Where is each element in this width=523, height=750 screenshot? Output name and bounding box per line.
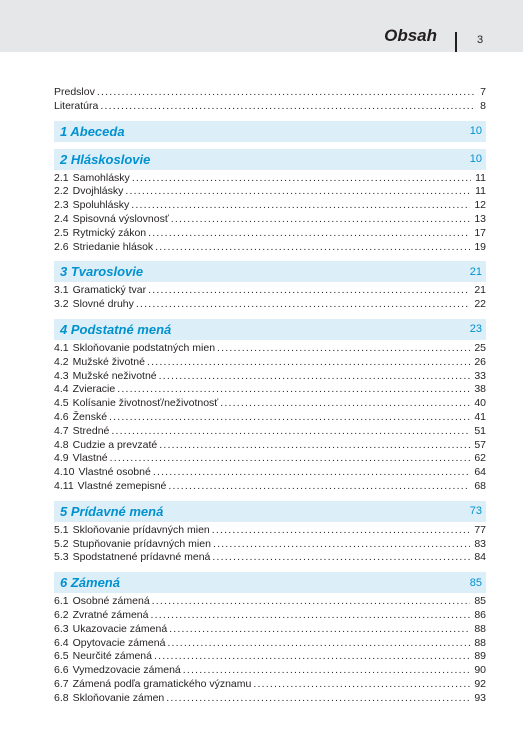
entry-page: 88 <box>474 636 486 649</box>
dot-leader <box>152 595 471 609</box>
toc-entry[interactable] <box>54 650 486 664</box>
toc-entry[interactable] <box>54 397 486 411</box>
entry-label: Vlastné zemepisné <box>77 479 167 492</box>
dot-leader <box>159 439 470 453</box>
toc-entry[interactable] <box>54 637 486 651</box>
entry-number: 4.4 <box>54 383 69 396</box>
entry-label: Stupňovanie prídavných mien <box>72 537 211 550</box>
entry-label: Literatúra <box>54 99 99 112</box>
entry-label: Ukazovacie zámená <box>72 622 168 635</box>
dot-leader <box>168 480 470 494</box>
toc-entry[interactable] <box>54 172 486 186</box>
entry-page: 86 <box>474 608 486 621</box>
entry-number: 3.1 <box>54 284 69 297</box>
toc-entry[interactable] <box>54 356 486 370</box>
entry-number: 6.8 <box>54 691 69 704</box>
entry-page: 22 <box>474 298 486 311</box>
toc-entry[interactable] <box>54 466 486 480</box>
toc-entry[interactable] <box>54 678 486 692</box>
toc-entry[interactable] <box>54 439 486 453</box>
chapter-heading[interactable] <box>54 261 486 282</box>
entry-number: 4.11 <box>54 479 74 492</box>
dot-leader <box>100 100 476 114</box>
entry-page: 77 <box>474 523 486 536</box>
entry-number: 4.6 <box>54 410 69 423</box>
dot-leader <box>125 185 471 199</box>
entry-page: 7 <box>480 86 486 98</box>
toc-entry[interactable] <box>54 538 486 552</box>
entry-label: Cudzie a prevzaté <box>72 438 158 451</box>
toc-entry[interactable] <box>54 342 486 356</box>
entry-page: 17 <box>474 226 486 239</box>
toc-entry[interactable] <box>54 213 486 227</box>
entry-page: 64 <box>474 466 486 479</box>
toc-entry[interactable] <box>54 452 486 466</box>
entry-number: 6.3 <box>54 622 69 635</box>
dot-leader <box>147 356 470 370</box>
chapter-page: 21 <box>469 265 482 278</box>
entry-number: 2.3 <box>54 199 69 212</box>
toc-entry[interactable] <box>54 241 486 255</box>
entry-number: 4.7 <box>54 424 69 437</box>
dot-leader <box>166 692 470 706</box>
dot-leader <box>212 551 470 565</box>
entry-label: Mužské neživotné <box>72 369 157 382</box>
entry-label: Zvieracie <box>72 383 116 396</box>
entry-label: Vymedzovacie zámená <box>72 664 181 677</box>
toc-entry[interactable] <box>54 199 486 213</box>
toc-entry[interactable] <box>54 524 486 538</box>
entry-label: Osobné zámená <box>72 595 150 608</box>
entry-page: 19 <box>474 240 486 253</box>
toc-entry[interactable] <box>54 284 486 298</box>
entry-page: 51 <box>474 424 486 437</box>
entry-number: 6.2 <box>54 608 69 621</box>
entry-page: 8 <box>480 99 486 112</box>
chapter-heading[interactable] <box>54 121 486 142</box>
dot-leader <box>150 609 470 623</box>
entry-page: 11 <box>475 185 486 198</box>
entry-page: 88 <box>474 622 486 635</box>
chapter-title: 3 Tvaroslovie <box>60 264 144 280</box>
entry-label: Neurčité zámená <box>72 650 152 663</box>
entry-number: 2.1 <box>54 171 69 184</box>
entry-label: Zámená podľa gramatického významu <box>72 677 252 690</box>
entry-number: 4.9 <box>54 452 69 465</box>
entry-number: 6.1 <box>54 595 69 608</box>
entry-page: 40 <box>474 397 486 410</box>
toc-entry[interactable] <box>54 370 486 384</box>
dot-leader <box>253 678 470 692</box>
entry-page: 12 <box>474 199 486 212</box>
header-band <box>0 0 523 52</box>
chapter-page: 73 <box>469 505 482 518</box>
dot-leader <box>153 466 470 480</box>
chapter-heading[interactable] <box>54 501 486 522</box>
entry-label: Striedanie hlások <box>72 240 154 253</box>
table-of-contents <box>54 86 486 706</box>
dot-leader <box>109 411 470 425</box>
chapter-heading[interactable] <box>54 572 486 593</box>
page-title: Obsah <box>384 26 437 45</box>
dot-leader <box>171 213 471 227</box>
entry-number: 6.5 <box>54 650 69 663</box>
entry-label: Spodstatnené prídavné mená <box>72 551 211 564</box>
entry-page: 92 <box>474 677 486 690</box>
entry-number: 4.3 <box>54 369 69 382</box>
entry-label: Rytmický zákon <box>72 226 147 239</box>
entry-number: 4.10 <box>54 466 75 479</box>
entry-number: 2.6 <box>54 240 69 253</box>
entry-page: 11 <box>475 171 486 184</box>
entry-label: Opytovacie zámená <box>72 636 166 649</box>
chapter-page: 23 <box>469 323 482 336</box>
entry-page: 25 <box>474 341 486 354</box>
chapter-heading[interactable] <box>54 319 486 340</box>
entry-number: 4.8 <box>54 438 69 451</box>
entry-page: 85 <box>474 595 486 608</box>
toc-entry[interactable] <box>54 595 486 609</box>
entry-number: 6.6 <box>54 664 69 677</box>
dot-leader <box>213 538 470 552</box>
chapter-page: 85 <box>469 576 482 589</box>
entry-label: Dvojhlásky <box>72 185 124 198</box>
toc-entry[interactable] <box>54 551 486 565</box>
entry-number: 3.2 <box>54 298 69 311</box>
dot-leader <box>131 199 470 213</box>
entry-label: Slovné druhy <box>72 298 134 311</box>
entry-page: 41 <box>474 410 486 423</box>
entry-number: 5.2 <box>54 537 69 550</box>
chapter-page: 10 <box>469 153 482 166</box>
toc-entry[interactable] <box>54 227 486 241</box>
entry-number: 4.5 <box>54 397 69 410</box>
dot-leader <box>136 298 470 312</box>
entry-label: Kolísanie životnosť/neživotnosť <box>72 397 219 410</box>
entry-number: 5.3 <box>54 551 69 564</box>
toc-entry[interactable] <box>54 664 486 678</box>
toc-entry[interactable] <box>54 623 486 637</box>
entry-label: Skloňovanie prídavných mien <box>72 523 210 536</box>
entry-page: 90 <box>474 664 486 677</box>
entry-page: 62 <box>474 452 486 465</box>
entry-label: Zvratné zámená <box>72 608 149 621</box>
entry-page: 13 <box>474 212 486 225</box>
dot-leader <box>155 241 470 255</box>
entry-label: Mužské životné <box>72 355 145 368</box>
page-number: 3 <box>477 34 484 46</box>
entry-page: 38 <box>474 383 486 396</box>
dot-leader <box>117 383 470 397</box>
toc-entry[interactable] <box>54 425 486 439</box>
entry-label: Stredné <box>72 424 110 437</box>
chapter-title: 5 Prídavné mená <box>60 503 164 519</box>
entry-label: Skloňovanie zámen <box>72 691 165 704</box>
entry-page: 26 <box>474 355 486 368</box>
entry-number: 5.1 <box>54 523 69 536</box>
toc-entry[interactable] <box>54 480 486 494</box>
entry-page: 93 <box>474 691 486 704</box>
chapter-title: 6 Zámená <box>60 575 120 591</box>
dot-leader <box>154 650 470 664</box>
toc-entry[interactable] <box>54 411 486 425</box>
dot-leader <box>169 623 470 637</box>
dot-leader <box>212 524 471 538</box>
dot-leader <box>97 86 476 100</box>
dot-leader <box>148 227 470 241</box>
entry-label: Spoluhlásky <box>72 199 130 212</box>
front-matter-entry[interactable] <box>54 100 486 114</box>
entry-number: 2.2 <box>54 185 69 198</box>
entry-label: Predslov <box>54 86 95 98</box>
entry-number: 4.1 <box>54 341 69 354</box>
entry-number: 2.5 <box>54 226 69 239</box>
toc-entry[interactable] <box>54 692 486 706</box>
chapter-heading[interactable] <box>54 149 486 170</box>
entry-number: 6.4 <box>54 636 69 649</box>
entry-number: 2.4 <box>54 212 69 225</box>
entry-label: Ženské <box>72 410 108 423</box>
entry-number: 4.2 <box>54 355 69 368</box>
entry-label: Skloňovanie podstatných mien <box>72 341 216 354</box>
entry-label: Spisovná výslovnosť <box>72 212 169 225</box>
entry-number: 6.7 <box>54 677 69 690</box>
dot-leader <box>110 452 471 466</box>
dot-leader <box>132 172 471 186</box>
entry-label: Samohlásky <box>72 171 130 184</box>
dot-leader <box>167 637 470 651</box>
dot-leader <box>111 425 470 439</box>
toc-entry[interactable] <box>54 298 486 312</box>
toc-entry[interactable] <box>54 185 486 199</box>
entry-page: 83 <box>474 537 486 550</box>
header-divider <box>455 32 457 52</box>
dot-leader <box>220 397 470 411</box>
entry-page: 33 <box>474 369 486 382</box>
chapter-title: 2 Hláskoslovie <box>60 151 151 167</box>
entry-label: Vlastné osobné <box>78 466 151 479</box>
chapter-title: 4 Podstatné mená <box>60 321 172 337</box>
front-matter-entry[interactable] <box>54 86 486 100</box>
entry-label: Gramatický tvar <box>72 284 147 297</box>
toc-entry[interactable] <box>54 609 486 623</box>
toc-entry[interactable] <box>54 383 486 397</box>
dot-leader <box>159 370 471 384</box>
entry-page: 89 <box>474 650 486 663</box>
dot-leader <box>183 664 471 678</box>
dot-leader <box>148 284 470 298</box>
entry-page: 68 <box>474 479 486 492</box>
dot-leader <box>217 342 470 356</box>
chapter-page: 10 <box>469 125 482 138</box>
entry-page: 57 <box>474 438 486 451</box>
entry-page: 21 <box>474 284 486 297</box>
entry-label: Vlastné <box>72 452 108 465</box>
entry-page: 84 <box>474 551 486 564</box>
chapter-title: 1 Abeceda <box>60 123 125 139</box>
